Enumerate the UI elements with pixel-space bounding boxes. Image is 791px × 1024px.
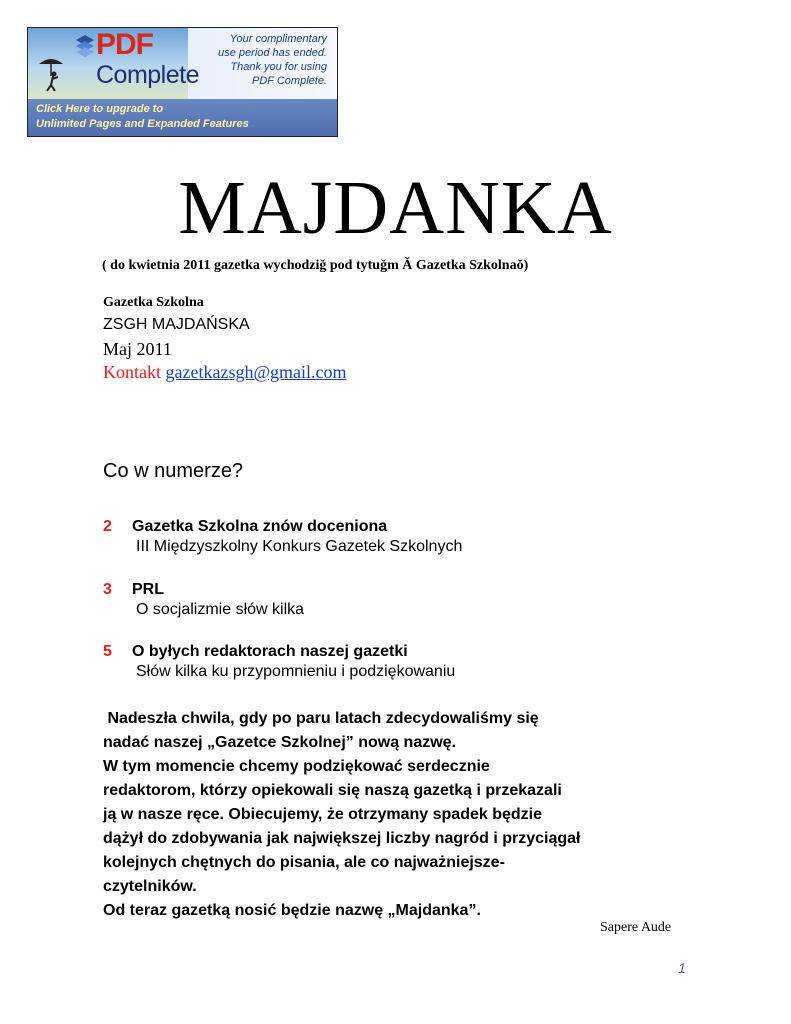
editorial-line: redaktorom, którzy opiekowali się naszą gazetką i przekazali (103, 782, 562, 799)
editorial-line: kolejnych chętnych do pisania, ale co najważniejsze- (103, 854, 505, 871)
meta-contact (103, 362, 347, 383)
masthead-title: MAJDANKA (178, 166, 613, 250)
toc-item-description: III Międzyszkolny Konkurs Gazetek Szkolnych (136, 538, 463, 555)
banner-message-line: use period has ended. (218, 47, 327, 59)
meta-publication: Gazetka Szkolna (103, 295, 204, 310)
editorial-line: Od teraz gazetką nosić będzie nazwę „Majdanka”. (103, 902, 481, 919)
editorial-line: nadać naszej „Gazetce Szkolnej” nową nazwę. (103, 734, 457, 751)
toc-item (103, 518, 462, 556)
toc-item (103, 581, 304, 619)
banner-message-line: Thank you for using (230, 61, 327, 73)
banner-logo-pdf: PDF (96, 28, 153, 61)
editorial-line: dążył do zdobywania jak największej liczby nagród i przyciągał (103, 830, 581, 847)
toc-item-description: Słów kilka ku przypomnieniu i podziękowaniu (136, 663, 456, 680)
upgrade-link[interactable] (36, 102, 249, 132)
banner-logo-complete: Complete (96, 61, 199, 89)
toc-item-description: O socjalizmie słów kilka (136, 601, 305, 618)
toc-page-number: 3 (103, 581, 112, 598)
contact-label: Kontakt (103, 362, 161, 382)
editorial-line: ją w nasze ręce. Obiecujemy, że otrzymany spadek będzie (103, 806, 542, 823)
toc-item-title: Gazetka Szkolna znów doceniona (132, 518, 388, 535)
editorial-text (103, 707, 743, 923)
toc-page-number: 5 (103, 643, 112, 660)
editorial-line: Nadeszła chwila, gdy po paru latach zdecydowaliśmy się (103, 710, 539, 727)
banner-message (187, 32, 327, 88)
meta-date: Maj 2011 (103, 339, 172, 359)
upgrade-link-line[interactable]: Unlimited Pages and Expanded Features (36, 118, 249, 130)
toc-item (103, 643, 455, 681)
umbrella-person-icon (36, 54, 66, 92)
banner-message-line: Your complimentary (229, 33, 327, 45)
banner-top-panel (28, 28, 337, 99)
contact-email-link[interactable]: gazetkazsgh@gmail.com (165, 362, 347, 382)
toc-item-title: PRL (132, 581, 164, 598)
upgrade-link-line[interactable]: Click Here to upgrade to (36, 103, 164, 115)
banner-message-line: PDF Complete. (252, 75, 327, 87)
editorial-line: czytelników. (103, 878, 197, 895)
toc-page-number: 2 (103, 518, 112, 535)
meta-school: ZSGH MAJDAŃSKA (103, 316, 250, 333)
toc-heading: Co w numerze? (103, 460, 244, 482)
banner-upgrade-bar[interactable] (28, 99, 337, 137)
banner-logo-panel (28, 28, 199, 99)
page-number: 1 (678, 960, 686, 976)
signature: Sapere Aude (600, 920, 672, 935)
toc-item-title: O byłych redaktorach naszej gazetki (132, 643, 408, 660)
editorial-line: W tym momencie chcemy podziękować serdecznie (103, 758, 490, 775)
upgrade-banner[interactable] (27, 27, 338, 137)
masthead-subtitle: ( do kwietnia 2011 gazetka wychodziǧ pod tytuǧm Ǎ Gazetka Szkolnaǒ) (102, 258, 529, 273)
layers-icon (74, 32, 96, 60)
